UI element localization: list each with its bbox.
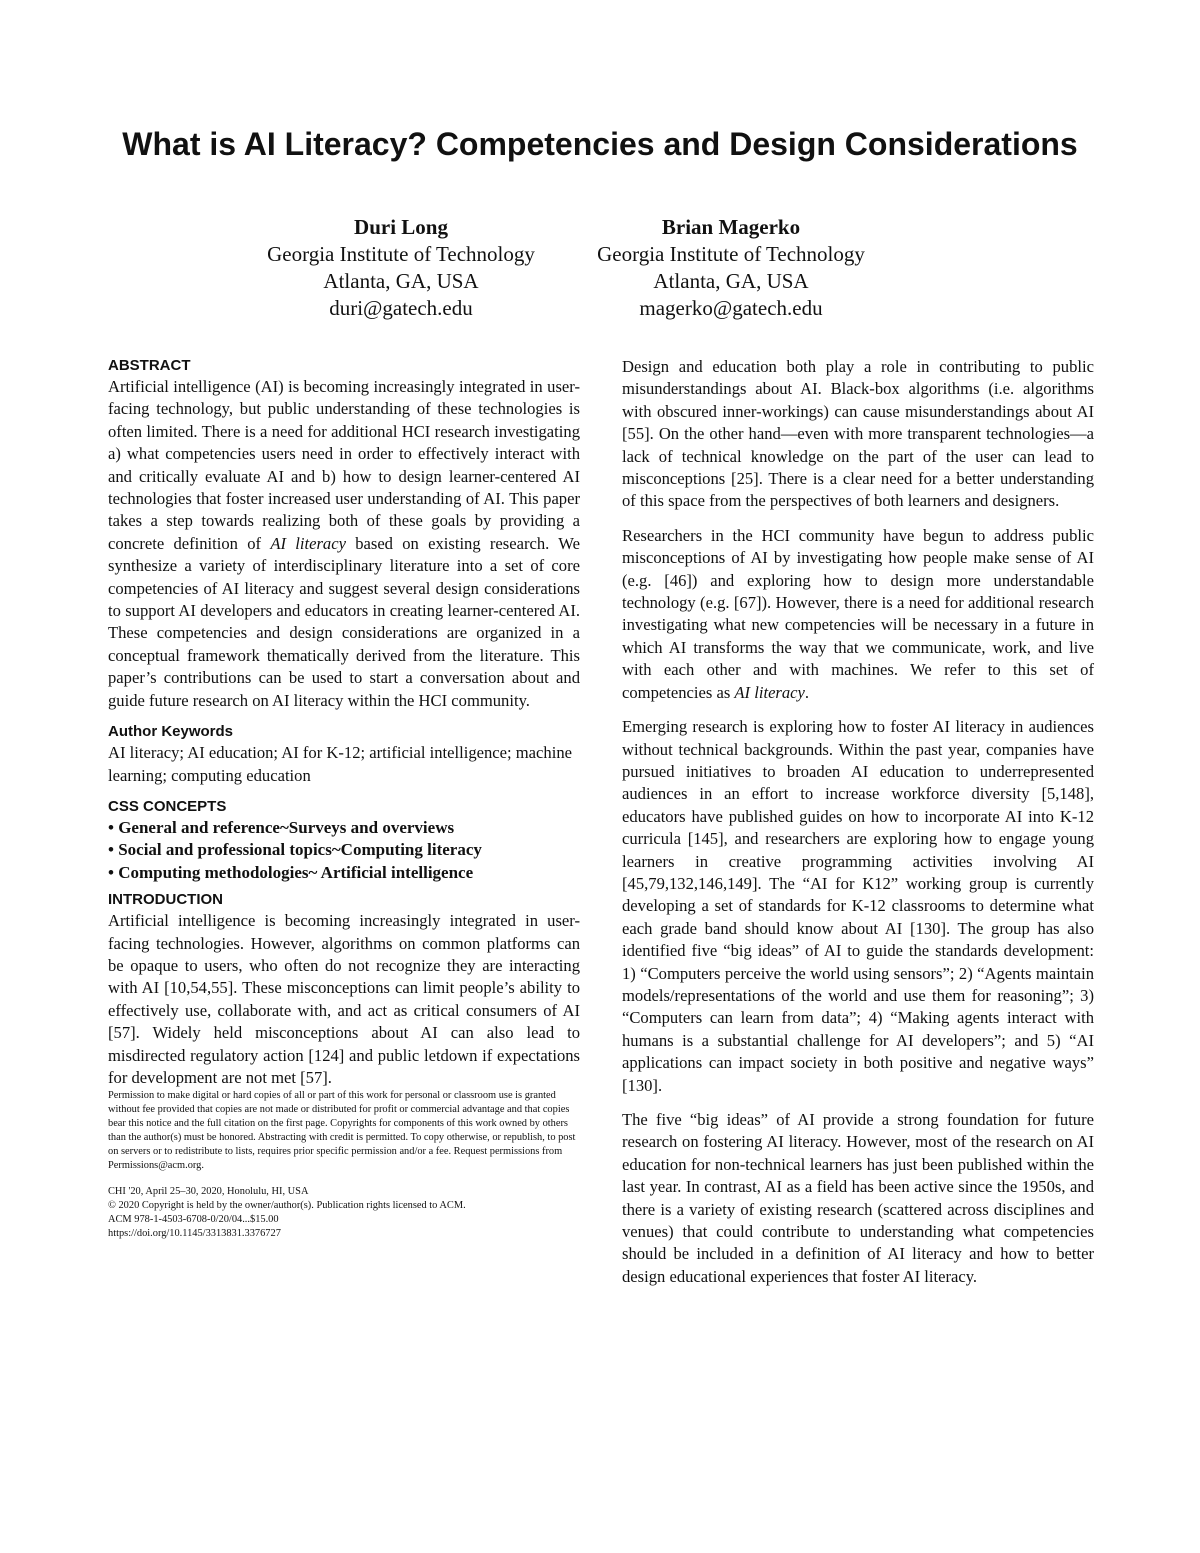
author-affiliation: Georgia Institute of Technology xyxy=(267,242,535,266)
right-column xyxy=(622,356,1094,1300)
author-block-2 xyxy=(556,214,906,322)
paragraph-1: Design and education both play a role in contributing to public misunderstandings about AI. Black-box algorithms (i.e. algorithms with obscured inner-workings) can cause misunderstandings about AI [55]. On the other hand—even with more transparent technologies—a lack of technical knowledge on the part of the user can lead to misconceptions [25]. There is a clear need for a better understanding of this space from the perspectives of both learners and designers. xyxy=(622,357,1094,511)
paragraph-2: Researchers in the HCI community have begun to address public misconceptions of AI by investigating how people make sense of AI (e.g. [46]) and exploring how to design more understandable technology (e.g. [67]). However, there is a need for additional research investigating what new competencies will be necessary in a future in which AI transforms the way that we communicate, work, and live with each other and with machines. We refer to this set of competencies as AI literacy. xyxy=(622,525,1094,702)
doi-link[interactable]: https://doi.org/10.1145/3313831.3376727 xyxy=(108,1228,281,1240)
keywords-text: AI literacy; AI education; AI for K-12; artificial intelligence; machine learning; computing education xyxy=(108,743,572,785)
ccs-list xyxy=(108,817,580,884)
abstract-emphasis: AI literacy xyxy=(270,533,346,553)
isbn-line: ACM 978-1-4503-6708-0/20/04...$15.00 xyxy=(108,1214,279,1226)
author-block-1 xyxy=(226,214,576,322)
ccs-item: • Computing methodologies~ Artificial intelligence xyxy=(108,862,580,884)
paragraph-3: Emerging research is exploring how to foster AI literacy in audiences without technical backgrounds. Within the past year, companies have pursued initiatives to broaden AI education to underrepresented audiences in an effort to increase workforce diversity [5,148], educators have published guides on how to incorporate AI into K-12 curricula [145], and researchers are exploring how to engage young learners in creative programming activities involving AI [45,79,132,146,149]. The “AI for K12” working group is currently developing a set of standards for K-12 classrooms to determine what each grade band should know about AI [130]. The group has also identified five “big ideas” of AI to guide the standards development: 1) “Computers perceive the world using sensors”; 2) “Agents maintain models/representations of the world and use them for reasoning”; 3) “Computers can learn from data”; 4) “Making agents interact with humans is a substantial challenge for AI developers”; and 5) “AI applications can impact society in both positive and negative ways” [130]. xyxy=(622,717,1094,1095)
author-location: Atlanta, GA, USA xyxy=(653,269,809,293)
abstract-heading: ABSTRACT xyxy=(108,357,191,374)
copyright-line: © 2020 Copyright is held by the owner/author(s). Publication rights licensed to ACM. xyxy=(108,1200,466,1212)
author-name: Duri Long xyxy=(354,215,448,239)
introduction-text: Artificial intelligence is becoming increasingly integrated in user-facing technologies. However, algorithms on common platforms can be opaque to users, who often do not recognize they are interacting with AI [10,54,55]. These misconceptions can limit people’s ability to effectively use, collaborate with, and act as critical consumers of AI [57]. Widely held misconceptions about AI can also lead to misdirected regulatory action [124] and public letdown if expectations for development are not met [57]. xyxy=(108,911,580,1087)
author-affiliation: Georgia Institute of Technology xyxy=(597,242,865,266)
ccs-heading: CSS CONCEPTS xyxy=(108,797,227,815)
left-column xyxy=(108,356,580,1241)
ccs-item: • Social and professional topics~Computing literacy xyxy=(108,839,580,861)
author-email: duri@gatech.edu xyxy=(329,296,473,320)
paragraph-emphasis: AI literacy xyxy=(734,682,805,702)
introduction-heading: INTRODUCTION xyxy=(108,891,223,909)
ccs-item: • General and reference~Surveys and overviews xyxy=(108,817,580,839)
paper-title: What is AI Literacy? Competencies and Design Considerations xyxy=(122,126,1078,162)
author-name: Brian Magerko xyxy=(661,215,801,239)
permission-notice: Permission to make digital or hard copies of all or part of this work for personal or classroom use is granted without fee provided that copies are not made or distributed for profit or commercial advantage and that copies bear this notice and the full citation on the first page. Copyrights for components of this work owned by others than the author(s) must be honored. Abstracting with credit is permitted. To copy otherwise, or republish, to post on servers or to redistribute to lists, requires prior specific permission and/or a fee. Request permissions from Permissions@acm.org. xyxy=(108,1090,576,1172)
venue-block xyxy=(108,1185,580,1241)
author-email: magerko@gatech.edu xyxy=(639,296,823,320)
author-location: Atlanta, GA, USA xyxy=(323,269,479,293)
abstract-text: Artificial intelligence (AI) is becoming increasingly integrated in user-facing technology, but public understanding of these technologies is often limited. There is a need for additional HCI research investigating a) what competencies users need in order to effectively interact with and critically evaluate AI and b) how to design learner-centered AI technologies that foster increased user understanding of AI. This paper takes a step towards realizing both of these goals by providing a concrete definition of AI literacy based on existing research. We synthesize a variety of interdisciplinary literature into a set of core competencies of AI literacy and suggest several design considerations to support AI developers and educators in creating learner-centered AI. These competencies and design considerations are organized in a conceptual framework thematically derived from the literature. This paper’s contributions can be used to start a conversation about and guide future research on AI literacy within the HCI community. xyxy=(108,377,580,710)
keywords-heading: Author Keywords xyxy=(108,723,234,741)
venue-line: CHI '20, April 25–30, 2020, Honolulu, HI, USA xyxy=(108,1186,309,1198)
paragraph-4: The five “big ideas” of AI provide a strong foundation for future research on fostering AI literacy. However, most of the research on AI education for non-technical learners has just been published within the last year. In contrast, AI as a field has been active since the 1950s, and there is a variety of existing research (scattered across disciplines and venues) that could contribute to understanding what competencies should be included in a definition of AI literacy and how to better design educational experiences that foster AI literacy. xyxy=(622,1110,1094,1286)
